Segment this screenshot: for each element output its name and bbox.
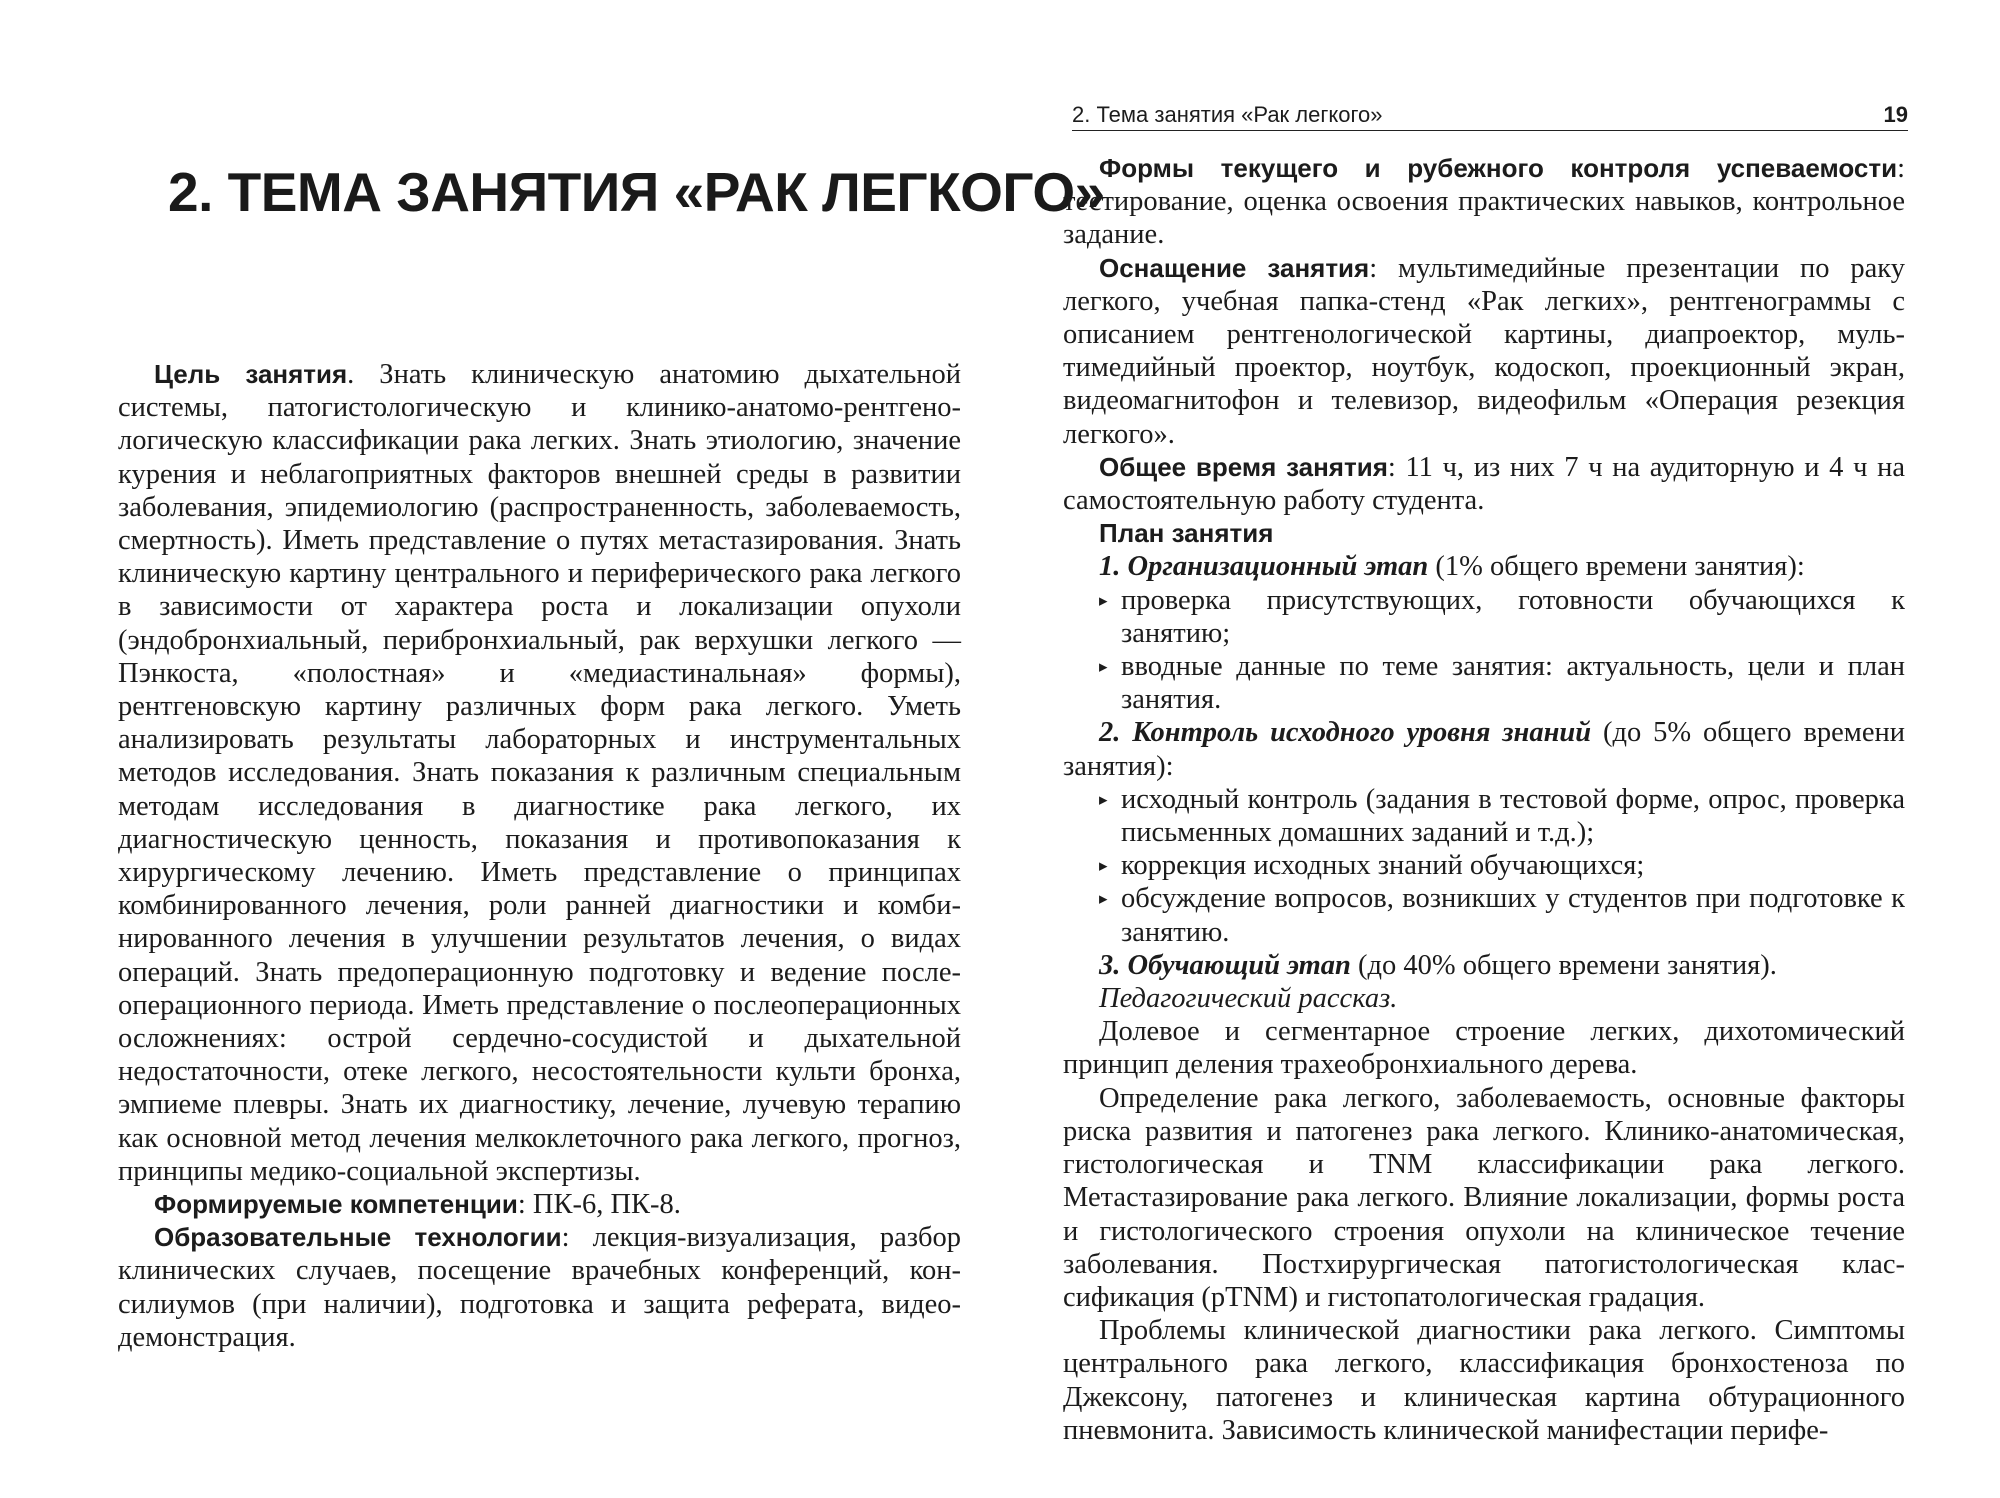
chapter-title: 2. ТЕМА ЗАНЯТИЯ «РАК ЛЕГКОГО» [168,161,1105,223]
technologies-text: : лекция-визуализация, разбор клинических случаев, посещение врачебных конференций, консилиумов (при наличии), подготовка и защита реферата, видеодемонстрация. [118,1222,961,1353]
running-head [1072,100,1908,131]
time-label: Общее время занятия [1099,451,1388,482]
stage1-list [1063,584,1905,717]
triangle-bullet-icon: ▸ [1099,889,1108,909]
right-body [1063,152,1905,1447]
time-paragraph [1063,451,1905,517]
story-title: Педагогический рассказ. [1099,983,1398,1015]
stage2-heading [1063,716,1905,782]
time-text: : 11 ч, из них 7 ч на аудиторную и 4 ч на самостоятельную работу студента. [1063,451,1905,517]
body-paragraph-1: Долевое и сегментарное строение легких, дихотомический принцип деления трахеобронхиального дерева. [1063,1016,1905,1081]
list-item: ▸ исходный контроль (задания в тестовой форме, опрос, проверка письменных домашних заданий и т.д.); [1099,783,1905,849]
stage2-title: 2. Контроль исходного уровня знаний [1099,717,1592,749]
equipment-text: : мультимедийные презентации по раку легкого, учебная папка-стенд «Рак легких», рентгенограммы с описанием рентгенологической картины, диапроектор, мультимедийный проектор, ноутбук, кодоскоп, проекционный экран, видеомагнитофон и телевизор, видеофильм «Операция резекция легкого». [1063,252,1905,450]
running-head-title: 2. Тема занятия «Рак легкого» [1072,102,1383,127]
technologies-label: Образовательные технологии [154,1222,562,1253]
stage1-heading [1063,550,1905,583]
stage2-text: (до 5% общего времени занятия): [1063,717,1905,782]
triangle-bullet-icon: ▸ [1099,789,1108,809]
stage1-text: (1% общего времени занятия): [1428,551,1805,583]
control-text: : тестирование, оценка освоения практических навыков, контрольное задание. [1063,153,1905,251]
stage3-heading [1063,949,1905,982]
equipment-label: Оснащение занятия [1099,252,1370,283]
stage3-text: (до 40% общего времени занятия). [1350,949,1777,981]
list-item: ▸ проверка присутствующих, готовности обучающихся к занятию; [1099,584,1905,649]
stage1-title: 1. Организационный этап [1099,551,1429,583]
left-body [118,358,961,1354]
control-label: Формы текущего и рубежного контроля успеваемости [1099,153,1898,183]
body-paragraph-3: Проблемы клинической диагностики рака легкого. Симптомы центрального рака легкого, классификация бронхостеноза по Джексону, патогенез и клиническая картина обтурационного пневмонита. Зависимость клинической манифестации перифе- [1063,1315,1905,1446]
list-item: ▸ коррекция исходных знаний обучающихся; [1099,850,1645,882]
plan-title: План занятия [1099,518,1274,549]
goal-text: . Знать клиническую анатомию дыхательной системы, патогистологическую и клинико-анатомо-рентгенологическую классификации рака легких. Знать этиологию, значение курения и неблагоприятных факторов внешней среды в развитии заболевания, эпидемиологию (распространенность, заболеваемость, смертность). Иметь представление о путях метастазирования. Знать клиническую картину центрального и периферического рака легкого в зависимости от характера роста и локализации опухоли (эндобронхиальный, перибронхиальный, рак верхушки легкого — Пэнкоста, «полостная» и «медиастинальная» формы), рентгеновскую картину различных форм рака легкого. Уметь анализировать результаты лабораторных и инструментальных методов исследования. Знать показания к различным специальным методам исследования в диагностике рака легкого, их диагностическую ценность, показания и противопоказания к хирургическому лечению. Иметь представление о принципах комбинированного лечения, роли ранней диагностики и комбинированного лечения в улучшении результатов лечения, о видах операций. Знать предоперационную подготовку и ведение послеоперационного периода. Иметь представление о послеоперационных осложнениях: острой сердечно-сосудистой и дыхательной недостаточности, отеке легкого, несостоятельности культи бронха, эмпиеме плевры. Знать их диагностику, лечение, лучевую терапию как основной метод лечения мелкоклеточного рака легкого, прогноз, принципы медико-социальной экспертизы. [118,359,961,1187]
goal-paragraph [118,358,961,1188]
triangle-bullet-icon: ▸ [1099,590,1108,610]
goal-label: Цель занятия [154,359,348,389]
control-paragraph [1063,152,1905,252]
competences-text: : ПК-6, ПК-8. [517,1189,681,1221]
competences-paragraph [118,1188,961,1221]
equipment-paragraph [1063,252,1905,451]
stage3-title: 3. Обучающий этап [1099,949,1351,981]
stage2-list [1063,783,1905,949]
triangle-bullet-icon: ▸ [1099,657,1108,677]
page-number: 19 [1883,102,1908,127]
body-paragraph-2: Определение рака легкого, заболеваемость, основные факторы риска развития и патогенез рака легкого. Клинико-анатомическая, гистологическая и TNM классификации рака легкого. Метастазирование рака легкого. Влияние локализации, формы роста и гистологического строения опухоли на клиническое течение заболевания. Постхирургическая патогистологическая классификация (pTNM) и гистопатологическая градация. [1063,1082,1905,1313]
list-item: ▸ обсуждение вопросов, возникших у студентов при подготовке к занятию. [1099,883,1905,948]
triangle-bullet-icon: ▸ [1099,856,1108,876]
technologies-paragraph [118,1221,961,1354]
list-item: ▸ вводные данные по теме занятия: актуальность, цели и план занятия. [1099,651,1905,716]
competences-label: Формируемые компетенции [154,1189,518,1220]
